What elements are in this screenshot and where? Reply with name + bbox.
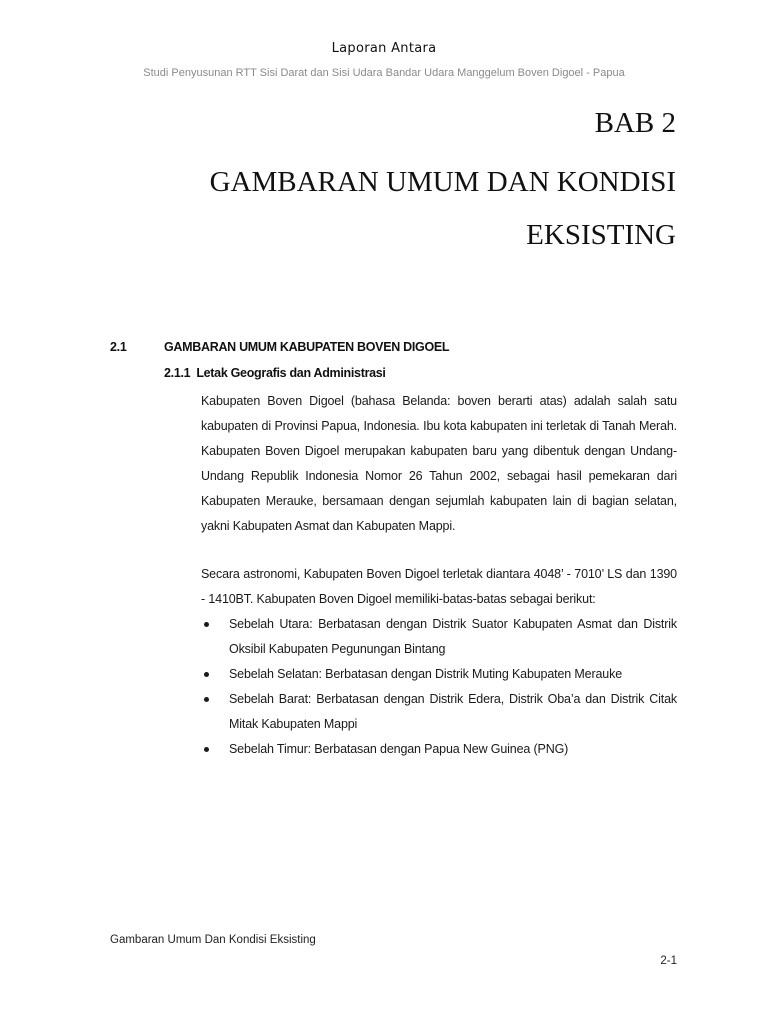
section-number: 2.1 xyxy=(110,340,127,354)
chapter-number: BAB 2 xyxy=(594,107,676,139)
report-header-subtitle: Studi Penyusunan RTT Sisi Darat dan Sisi Udara Bandar Udara Manggelum Boven Digoel - Papua xyxy=(143,67,625,79)
section-title: GAMBARAN UMUM KABUPATEN BOVEN DIGOEL xyxy=(164,340,450,354)
bullet-icon xyxy=(204,622,209,627)
chapter-title: GAMBARAN UMUM DAN KONDISI EKSISTING xyxy=(209,166,676,251)
report-header-title: Laporan Antara xyxy=(331,41,437,56)
paragraph-location: Kabupaten Boven Digoel (bahasa Belanda: boven berarti atas) adalah salah satu kabupaten di Provinsi Papua, Indonesia. Ibu kota kabupaten ini terletak di Tanah Merah. Kabupaten Boven Digoel merupakan kabupaten baru yang dibentuk dengan Undang-Undang Republik Indonesia Nomor 26 Tahun 2002, sebagai hasil pemekaran dari Kabupaten Merauke, bersamaan dengan sejumlah kabupaten lain di bagian selatan, yakni Kabupaten Asmat dan Kabupaten Mappi. xyxy=(201,394,677,533)
list-item xyxy=(201,687,677,737)
list-item-text: Sebelah Selatan: Berbatasan dengan Distrik Muting Kabupaten Merauke xyxy=(229,667,622,681)
list-item xyxy=(201,612,677,662)
list-item-text: Sebelah Utara: Berbatasan dengan Distrik Suator Kabupaten Asmat dan Distrik Oksibil Kabupaten Pegunungan Bintang xyxy=(229,617,677,656)
bullet-icon xyxy=(204,672,209,677)
list-item-text: Sebelah Barat: Berbatasan dengan Distrik Edera, Distrik Oba’a dan Distrik Citak Mitak Kabupaten Mappi xyxy=(229,692,677,731)
list-item xyxy=(201,737,677,762)
subsection-heading xyxy=(164,366,386,380)
footer-chapter-name: Gambaran Umum Dan Kondisi Eksisting xyxy=(110,934,316,946)
subsection-number: 2.1.1 xyxy=(164,366,191,380)
paragraph-astronomy: Secara astronomi, Kabupaten Boven Digoel terletak diantara 4048’ - 7010’ LS dan 1390 - 1410BT. Kabupaten Boven Digoel memiliki-batas-batas sebagai berikut: xyxy=(201,567,677,606)
subsection-title: Letak Geografis dan Administrasi xyxy=(196,366,386,380)
boundary-list xyxy=(201,612,677,762)
bullet-icon xyxy=(204,747,209,752)
list-item xyxy=(201,662,677,687)
list-item-text: Sebelah Timur: Berbatasan dengan Papua New Guinea (PNG) xyxy=(229,742,569,756)
page-number: 2-1 xyxy=(660,955,677,967)
section-heading xyxy=(110,340,449,354)
bullet-icon xyxy=(204,697,209,702)
